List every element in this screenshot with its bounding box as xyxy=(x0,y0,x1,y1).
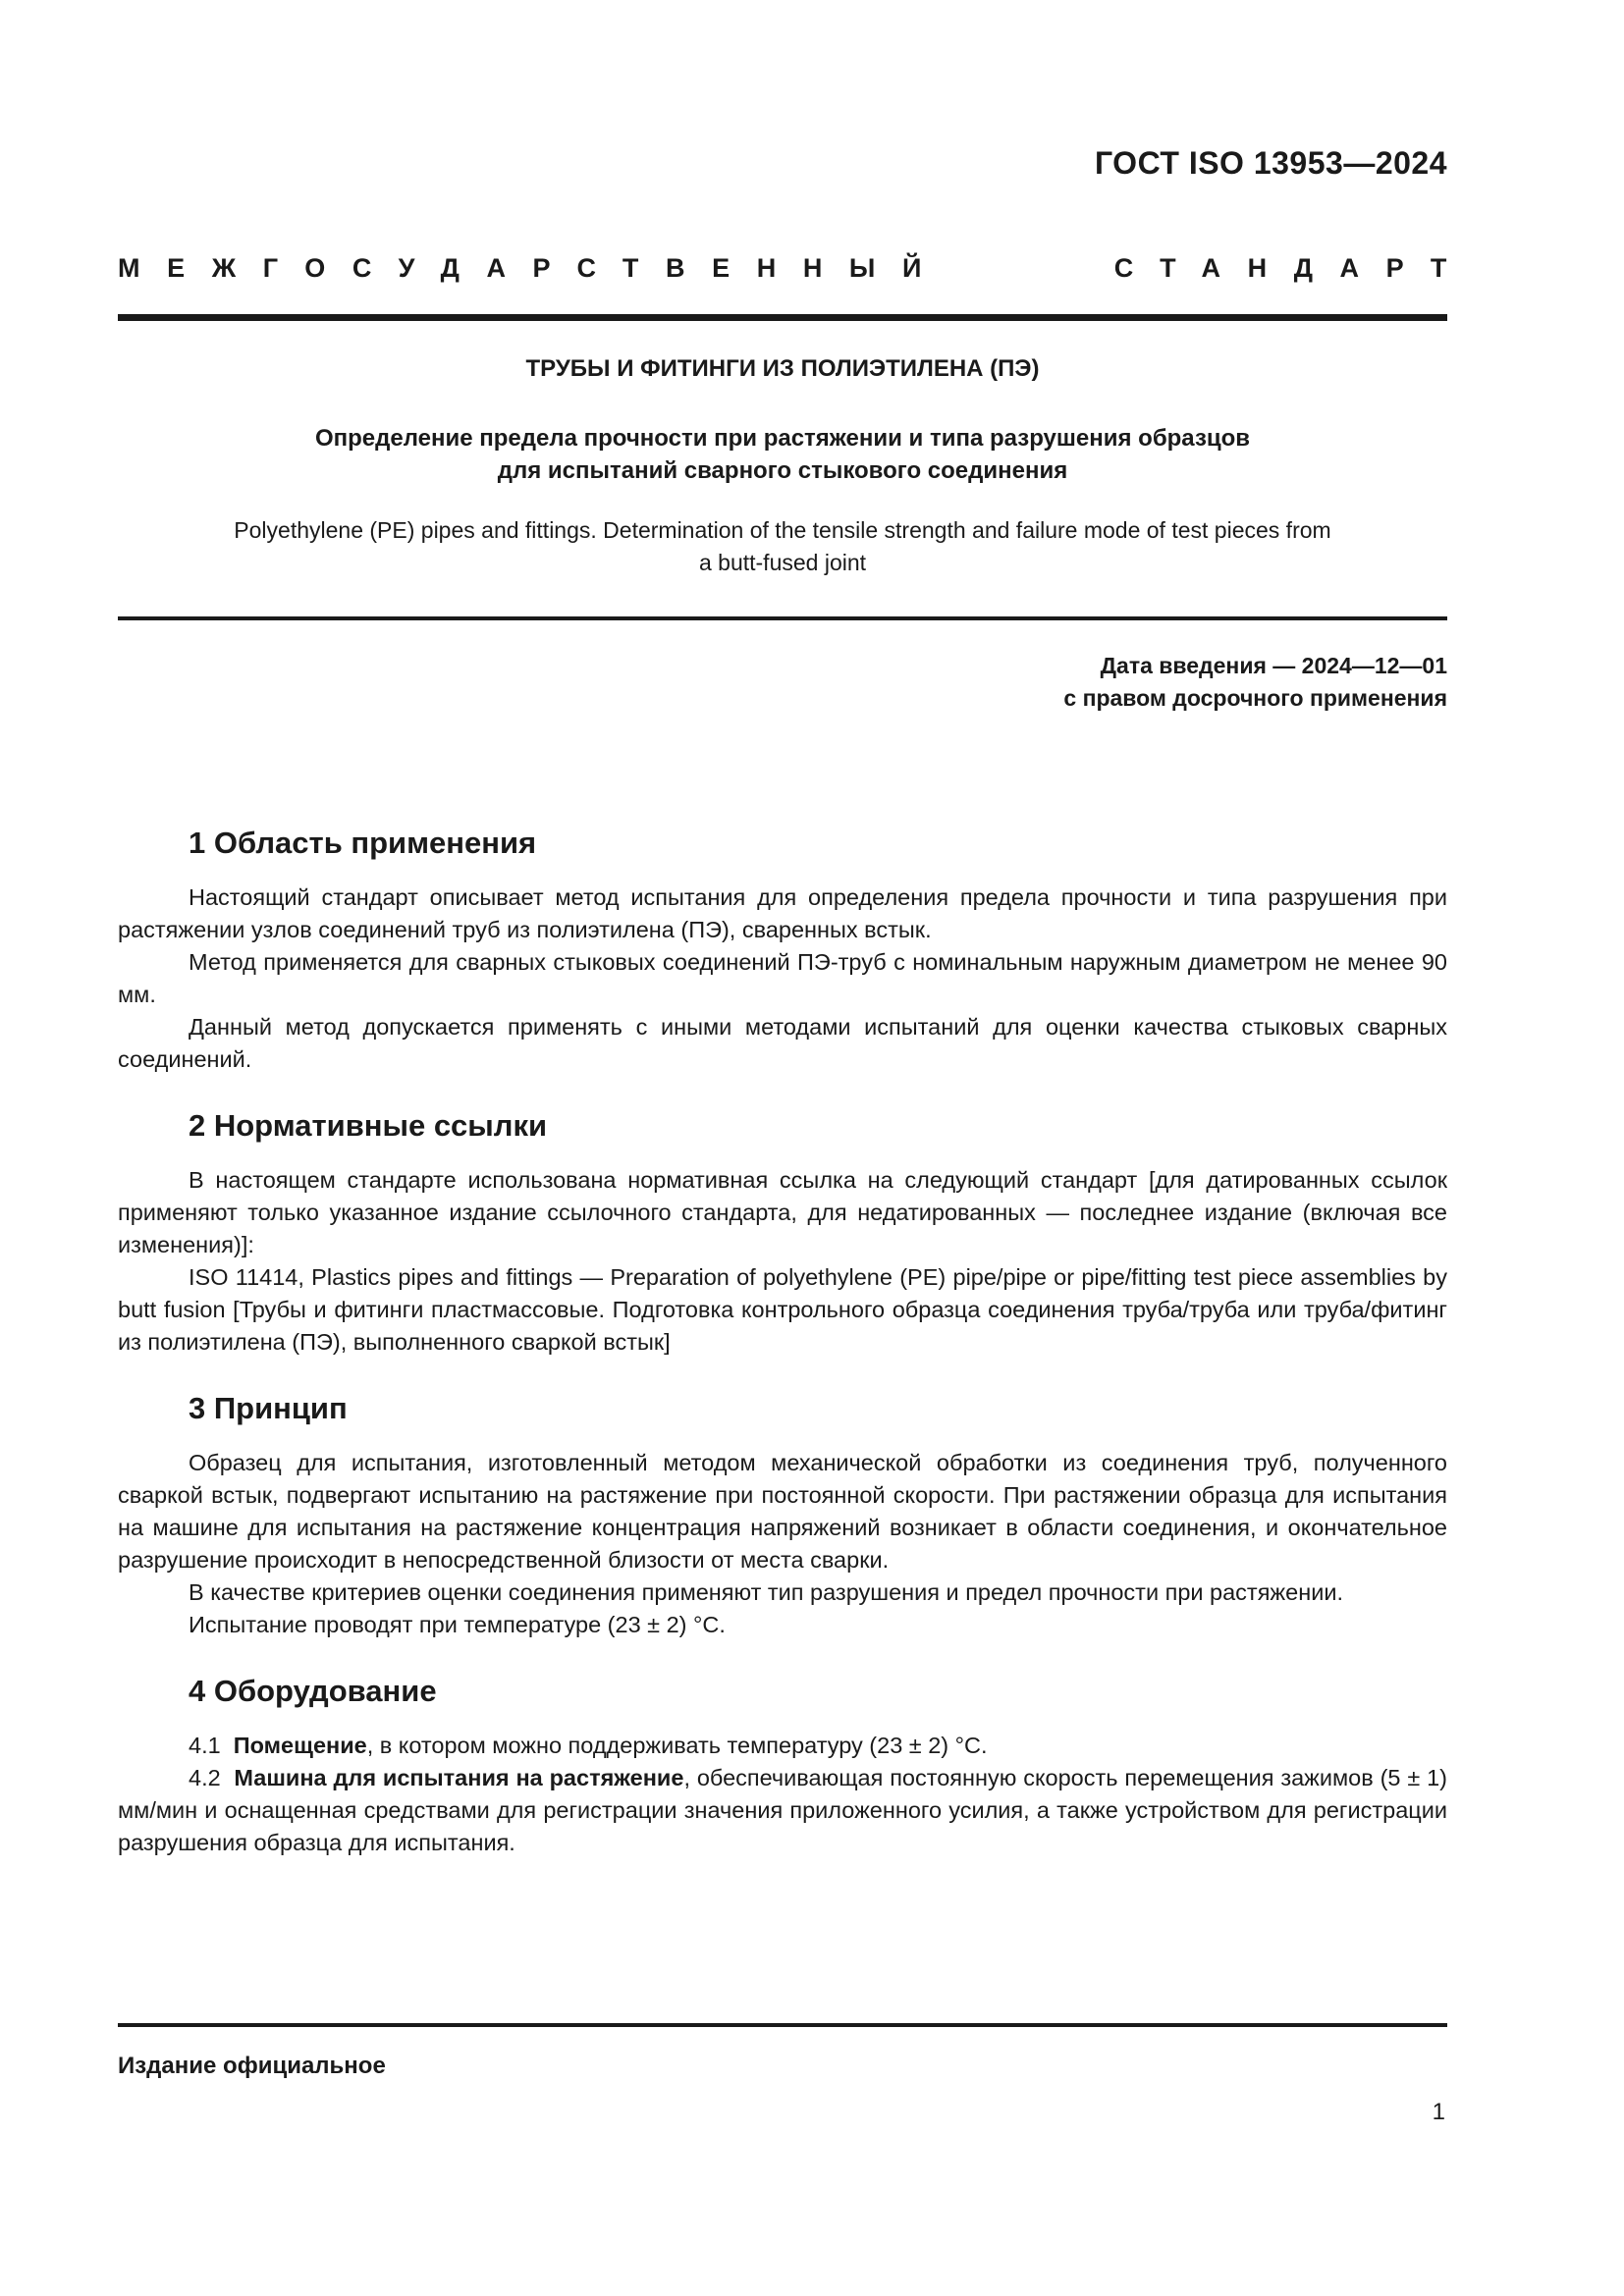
section-heading: 3 Принцип xyxy=(189,1391,348,1425)
introduction-date xyxy=(1063,650,1447,715)
section-heading: 1 Область применения xyxy=(189,826,537,860)
clause-number: 4.1 xyxy=(189,1733,234,1758)
section-normative-references xyxy=(118,1105,1447,1359)
paragraph: В качестве критериев оценки соединения применяют тип разрушения и предел прочности при растяжении. xyxy=(189,1579,1343,1605)
clause-term: Машина для испытания на растяжение xyxy=(234,1765,684,1790)
footer-divider xyxy=(118,2023,1447,2027)
official-edition-label: Издание официальное xyxy=(118,2053,386,2079)
clause-text: , в котором можно поддерживать температуру (23 ± 2) °С. xyxy=(366,1733,988,1758)
paragraph: Испытание проводят при температуре (23 ± 2) °С. xyxy=(189,1612,726,1637)
paragraph: В настоящем стандарте использована нормативная ссылка на следующий стандарт [для датированных ссылок применяют только указанное издание ссылочного стандарта, для недатированных — последнее издание (включая все изменения)]: xyxy=(118,1167,1447,1257)
subtitle-line: Определение предела прочности при растяжении и типа разрушения образцов xyxy=(314,425,1251,452)
clause-4-1 xyxy=(118,1730,1447,1762)
clause-4-2 xyxy=(118,1762,1447,1859)
paragraph: Образец для испытания, изготовленный методом механической обработки из соединения труб, полученного сваркой встык, подвергают испытанию на растяжение при постоянной скорости. При растяжении образца для испытания на машине для испытания на растяжение концентрация напряжений возникает в области соединения, и окончательное разрушение происходит в непосредственной близости от места сварки. xyxy=(118,1450,1447,1573)
clause-number: 4.2 xyxy=(189,1765,235,1790)
english-title-line: a butt-fused joint xyxy=(698,550,867,575)
intro-date-line: Дата введения — 2024—12—01 xyxy=(1100,653,1447,678)
section-heading: 2 Нормативные ссылки xyxy=(189,1108,548,1143)
page-number: 1 xyxy=(1432,2099,1445,2125)
document-subtitle xyxy=(118,422,1447,487)
header-divider xyxy=(118,314,1447,321)
clause-text: , обеспечивающая постоянную скорость перемещения зажимов (5 ± 1) мм/мин и оснащенная средствами для регистрации значения приложенного усилия, а также устройством для регистрации разрушения образца для испытания. xyxy=(118,1765,1447,1855)
english-title xyxy=(118,514,1447,579)
interstate-standard-banner xyxy=(118,253,1474,284)
interstate-word: МЕЖГОСУДАРСТВЕННЫЙ xyxy=(118,253,948,283)
english-title-line: Polyethylene (PE) pipes and fittings. Determination of the tensile strength and failure mode of test pieces from xyxy=(234,517,1331,543)
clause-term: Помещение xyxy=(233,1733,367,1758)
standard-number: ГОСТ ISO 13953—2024 xyxy=(1094,145,1447,181)
paragraph: Настоящий стандарт описывает метод испытания для определения предела прочности и типа разрушения при растяжении узлов соединений труб из полиэтилена (ПЭ), сваренных встык. xyxy=(118,884,1447,942)
section-heading: 4 Оборудование xyxy=(189,1674,437,1708)
section-equipment xyxy=(118,1671,1447,1859)
early-application-line: с правом досрочного применения xyxy=(1063,685,1447,711)
title-divider xyxy=(118,616,1447,620)
reference-entry: ISO 11414, Plastics pipes and fittings — Preparation of polyethylene (PE) pipe/pipe or pipe/fitting test piece assemblies by butt fusion [Трубы и фитинги пластмассовые. Подготовка контрольного образца соединения труба/труба или труба/фитинг из полиэтилена (ПЭ), выполненного сваркой встык] xyxy=(118,1264,1447,1355)
paragraph: Данный метод допускается применять с иными методами испытаний для оценки качества стыковых сварных соединений. xyxy=(118,1014,1447,1072)
document-body xyxy=(118,823,1447,1859)
subtitle-line: для испытаний сварного стыкового соединения xyxy=(497,457,1068,484)
section-scope xyxy=(118,823,1447,1076)
paragraph: Метод применяется для сварных стыковых соединений ПЭ-труб с номинальным наружным диаметром не менее 90 мм. xyxy=(118,949,1447,1007)
section-principle xyxy=(118,1388,1447,1641)
document-title: ТРУБЫ И ФИТИНГИ ИЗ ПОЛИЭТИЛЕНА (ПЭ) xyxy=(525,355,1040,382)
standard-word: СТАНДАРТ xyxy=(1113,253,1474,283)
